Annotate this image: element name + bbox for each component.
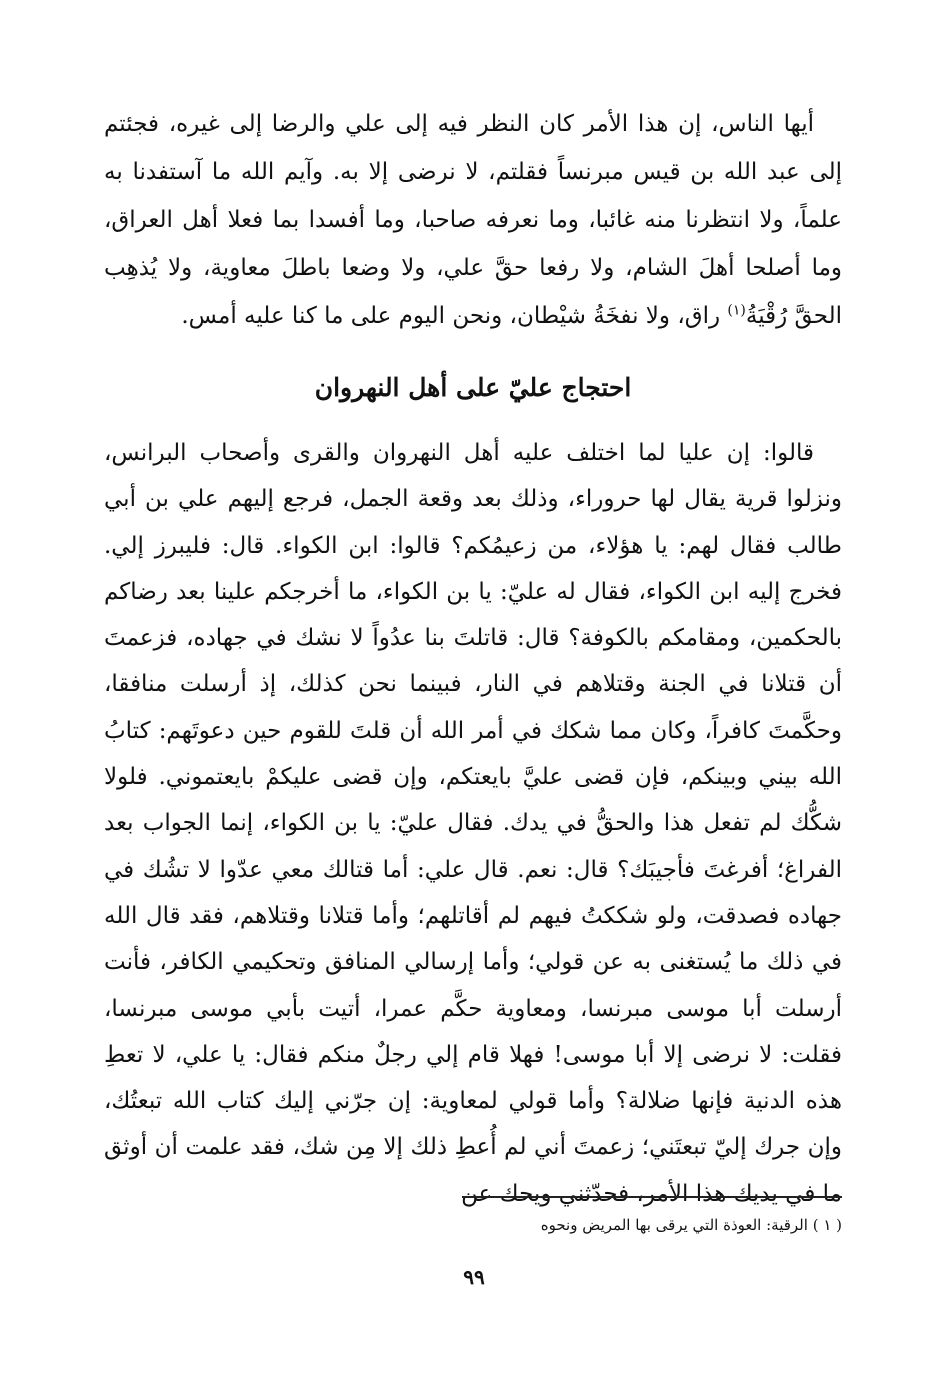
paragraph-1-line-4: أهلَ الشام، ولا رفعا حقَّ علي، ولا وضعا باطلَ معاوية، ولا يُذهِب الحقَّ رُقْيَةُ: [104, 255, 842, 329]
paragraph-2-line-11: ولو شككتُ فيهم لم أقاتلهم؛ وأما قتلانا وقتلاهم، فقد قال الله في ذلك ما يُستغنى: [104, 902, 842, 976]
paragraph-2-line-12: به عن قولي؛ وأما إرسالي المنافق وتحكيمي الكافر، فأنت أرسلت أبا موسى مبرنسا،: [104, 949, 842, 1022]
paragraph-2-line-9: والحقُّ في يدك. فقال عليّ: يا بن الكواء، إنما الجواب بعد الفراغ؛ أفرغتَ: [104, 810, 842, 883]
footnote-divider: [462, 1196, 842, 1198]
paragraph-2-line-4: الكواء، فقال له عليّ: يا بن الكواء، ما أخرجكم علينا بعد رضاكم بالحكمين،: [104, 578, 843, 652]
paragraph-1-line-3: انتظرنا منه غائبا، وما نعرفه صاحبا، وما أفسدا بما فعلا أهل العراق، وما أصلحا: [104, 207, 843, 281]
paragraph-2-line-6: الجنة وقتلاهم في النار، فبينما نحن كذلك، إذ أرسلت منافقا، وحكَّمتَ كافراً،: [104, 671, 842, 744]
paragraph-2-line-1: قالوا: إن عليا لما اختلف عليه أهل النهروان والقرى وأصحاب البرانس، ونزلوا: [104, 440, 843, 513]
paragraph-1-line-2: عبد الله بن قيس مبرنساً فقلتم، لا نرضى إلا به. وآيم الله ما آستفدنا به علماً، ولا: [104, 159, 842, 233]
paragraph-2-line-2: قرية يقال لها حروراء، وذلك بعد وقعة الجمل، فرجع إليهم علي بن أبي طالب فقال: [104, 486, 842, 559]
opening-paragraph: [104, 100, 842, 340]
paragraph-2-line-8: فإن قضى عليَّ بايعتكم، وإن قضى عليكمْ بايعتموني. فلولا شكُّك لم تفعل هذا: [104, 764, 843, 837]
page-number: ٩٩: [463, 1265, 485, 1289]
paragraph-2-line-16: ذلك إلا مِن شك، فقد علمت أن أوثق ما في يديك هذا الأمر، فحدّثني ويحك عن: [104, 1134, 842, 1207]
paragraph-1-line-5: راق، ولا نفخَةُ شيْطان، ونحن اليوم على ما كنا عليه أمس.: [181, 303, 721, 329]
main-paragraph: [104, 430, 842, 1217]
footnote: ( ١ ) الرقية: العوذة التي يرقى بها المريض ونحوه: [540, 1216, 842, 1234]
section-heading: احتجاج عليّ على أهل النهروان: [314, 373, 632, 402]
paragraph-2-line-3: لهم: يا هؤلاء، من زعيمُكم؟ قالوا: ابن الكواء. قال: فليبرز إلي. فخرج إليه ابن: [104, 532, 842, 605]
footnote-marker: (١): [727, 302, 746, 319]
paragraph-2-line-15: لمعاوية: إن جرّني إليك كتاب الله تبعتُك، وإن جرك إليّ تبعتَني؛ زعمتَ أني لم أُعطِ: [104, 1088, 843, 1161]
paragraph-2-line-14: قام إلي رجلٌ منكم فقال: يا علي، لا تعطِ هذه الدنية فإنها ضلالة؟ وأما قولي: [104, 1041, 842, 1115]
paragraph-1-line-1: أيها الناس، إن هذا الأمر كان النظر فيه إلى علي والرضا إلى غيره، فجئتم إلى: [104, 111, 843, 185]
paragraph-2-line-13: ومعاوية حكَّم عمرا، أتيت بأبي موسى مبرنسا، فقلت: لا نرضى إلا أبا موسى! فهلا: [104, 995, 842, 1068]
paragraph-2-line-5: ومقامكم بالكوفة؟ قال: قاتلتَ بنا عدُواً لا نشك في جهاده، فزعمتَ أن قتلانا في: [104, 625, 843, 698]
paragraph-2-line-10: فأجيبَك؟ قال: نعم. قال علي: أما قتالك معي عدّوا لا تشُك في جهاده فصدقت،: [104, 856, 842, 929]
paragraph-2-line-7: وكان مما شكك في أمر الله أن قلتَ للقوم حين دعوتَهم: كتابُ الله بيني وبينكم،: [104, 717, 842, 791]
